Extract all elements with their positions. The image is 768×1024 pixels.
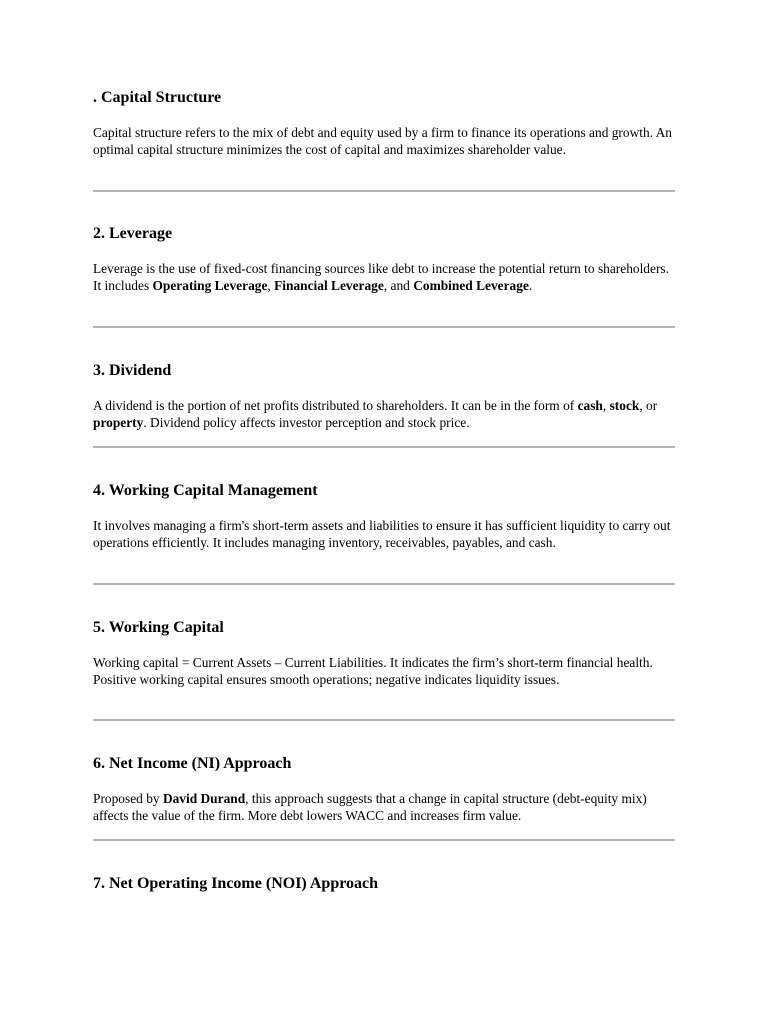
- section-body: It involves managing a firm's short-term assets and liabilities to ensure it has sufficient liquidity to carry out operations efficiently. It includes managing inventory, receivables, payables, and cash.: [93, 518, 671, 550]
- bold-term: property: [93, 415, 144, 430]
- section-heading: 6. Net Income (NI) Approach: [93, 755, 292, 772]
- section-heading: . Capital Structure: [93, 89, 222, 106]
- bold-term: stock: [609, 398, 640, 413]
- bold-term: Financial Leverage: [274, 278, 384, 293]
- bold-term: Combined Leverage: [413, 278, 529, 293]
- section-heading: 7. Net Operating Income (NOI) Approach: [93, 875, 379, 892]
- divider: [93, 839, 675, 841]
- section-heading: 3. Dividend: [93, 362, 172, 379]
- bold-term: cash: [577, 398, 603, 413]
- section-body: Capital structure refers to the mix of debt and equity used by a firm to finance its operations and growth. An optimal capital structure minimizes the cost of capital and maximizes shareholder value.: [93, 125, 672, 157]
- section-body: Working capital = Current Assets – Current Liabilities. It indicates the firm’s short-term financial health. Positive working capital ensures smooth operations; negative indicates liquidity issues.: [93, 655, 653, 687]
- divider: [93, 583, 675, 585]
- section-heading: 2. Leverage: [93, 225, 173, 242]
- section-body: A dividend is the portion of net profits distributed to shareholders. It can be in the form of cash, stock, or property. Dividend policy affects investor perception and stock price.: [93, 398, 658, 430]
- bold-term: Operating Leverage: [152, 278, 268, 293]
- bold-term: David Durand: [162, 791, 246, 806]
- section-heading: 4. Working Capital Management: [93, 482, 318, 499]
- divider: [93, 446, 675, 448]
- divider: [93, 719, 675, 721]
- section-body: Leverage is the use of fixed-cost financing sources like debt to increase the potential return to shareholders. It includes Operating Leverage, Financial Leverage, and Combined Leverage.: [93, 261, 669, 293]
- section-heading: 5. Working Capital: [93, 619, 224, 636]
- section-body: Proposed by David Durand, this approach suggests that a change in capital structure (debt-equity mix) affects the value of the firm. More debt lowers WACC and increases firm value.: [93, 791, 647, 823]
- divider: [93, 190, 675, 192]
- divider: [93, 326, 675, 328]
